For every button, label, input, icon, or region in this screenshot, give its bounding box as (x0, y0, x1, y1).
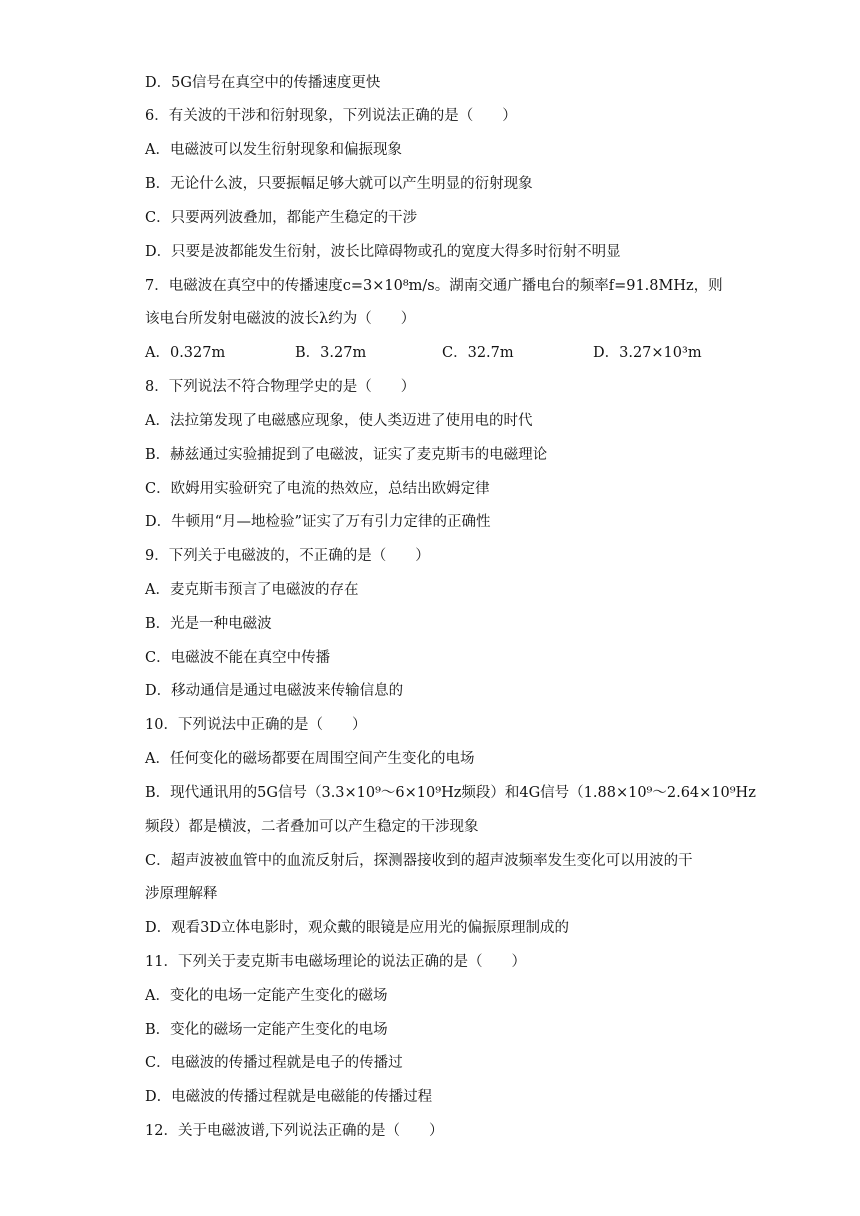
q7-option-b: B．3.27m (295, 345, 367, 361)
q8-option-d: D．牛顿用“月—地检验”证实了万有引力定律的正确性 (145, 514, 491, 530)
q6-option-a: A．电磁波可以发生衍射现象和偏振现象 (145, 142, 402, 158)
q7-options-row (145, 343, 725, 363)
q11-option-a: A．变化的电场一定能产生变化的磁场 (145, 988, 388, 1004)
q9-option-c: C．电磁波不能在真空中传播 (145, 650, 331, 666)
q7-stem-line2: 该电台所发射电磁波的波长λ约为（ ） (145, 311, 416, 327)
q5-option-d: D．5G信号在真空中的传播速度更快 (145, 75, 381, 91)
q7-option-d: D．3.27×10³m (593, 345, 702, 361)
q7-option-c: C．32.7m (442, 345, 514, 361)
q8-option-c: C．欧姆用实验研究了电流的热效应，总结出欧姆定律 (145, 481, 490, 497)
q11-option-d: D．电磁波的传播过程就是电磁能的传播过程 (145, 1089, 433, 1105)
q8-option-a: A．法拉第发现了电磁感应现象，使人类迈进了使用电的时代 (145, 413, 533, 429)
q11-stem: 11．下列关于麦克斯韦电磁场理论的说法正确的是（ ） (145, 954, 526, 970)
q10-option-c-line1: C．超声波被血管中的血流反射后，探测器接收到的超声波频率发生变化可以用波的干 (145, 853, 693, 869)
q10-option-a: A．任何变化的磁场都要在周围空间产生变化的电场 (145, 751, 475, 767)
q10-option-d: D．观看3D立体电影时，观众戴的眼镜是应用光的偏振原理制成的 (145, 920, 569, 936)
q10-stem: 10．下列说法中正确的是（ ） (145, 717, 367, 733)
q6-option-c: C．只要两列波叠加，都能产生稳定的干涉 (145, 210, 418, 226)
q10-option-b-line2: 频段）都是横波，二者叠加可以产生稳定的干涉现象 (145, 819, 479, 835)
q7-option-a: A．0.327m (145, 345, 226, 361)
q9-option-b: B．光是一种电磁波 (145, 616, 272, 632)
q11-option-c: C．电磁波的传播过程就是电子的传播过 (145, 1055, 403, 1071)
q6-stem: 6．有关波的干涉和衍射现象，下列说法正确的是（ ） (145, 108, 517, 124)
q6-option-d: D．只要是波都能发生衍射，波长比障碍物或孔的宽度大得多时衍射不明显 (145, 244, 621, 260)
q12-stem: 12．关于电磁波谱,下列说法正确的是（ ） (145, 1123, 444, 1139)
q9-stem: 9．下列关于电磁波的，不正确的是（ ） (145, 548, 430, 564)
q7-stem-line1: 7．电磁波在真空中的传播速度c=3×10⁸m/s。湖南交通广播电台的频率f=91.8MHz，则 (145, 278, 723, 294)
q10-option-b-line1: B．现代通讯用的5G信号（3.3×10⁹～6×10⁹Hz频段）和4G信号（1.88×10⁹～2.64×10⁹Hz (145, 785, 756, 801)
q8-stem: 8．下列说法不符合物理学史的是（ ） (145, 379, 416, 395)
q8-option-b: B．赫兹通过实验捕捉到了电磁波，证实了麦克斯韦的电磁理论 (145, 447, 548, 463)
q9-option-a: A．麦克斯韦预言了电磁波的存在 (145, 582, 359, 598)
q11-option-b: B．变化的磁场一定能产生变化的电场 (145, 1022, 388, 1038)
q9-option-d: D．移动通信是通过电磁波来传输信息的 (145, 683, 404, 699)
q6-option-b: B．无论什么波，只要振幅足够大就可以产生明显的衍射现象 (145, 176, 533, 192)
q10-option-c-line2: 涉原理解释 (145, 886, 218, 902)
